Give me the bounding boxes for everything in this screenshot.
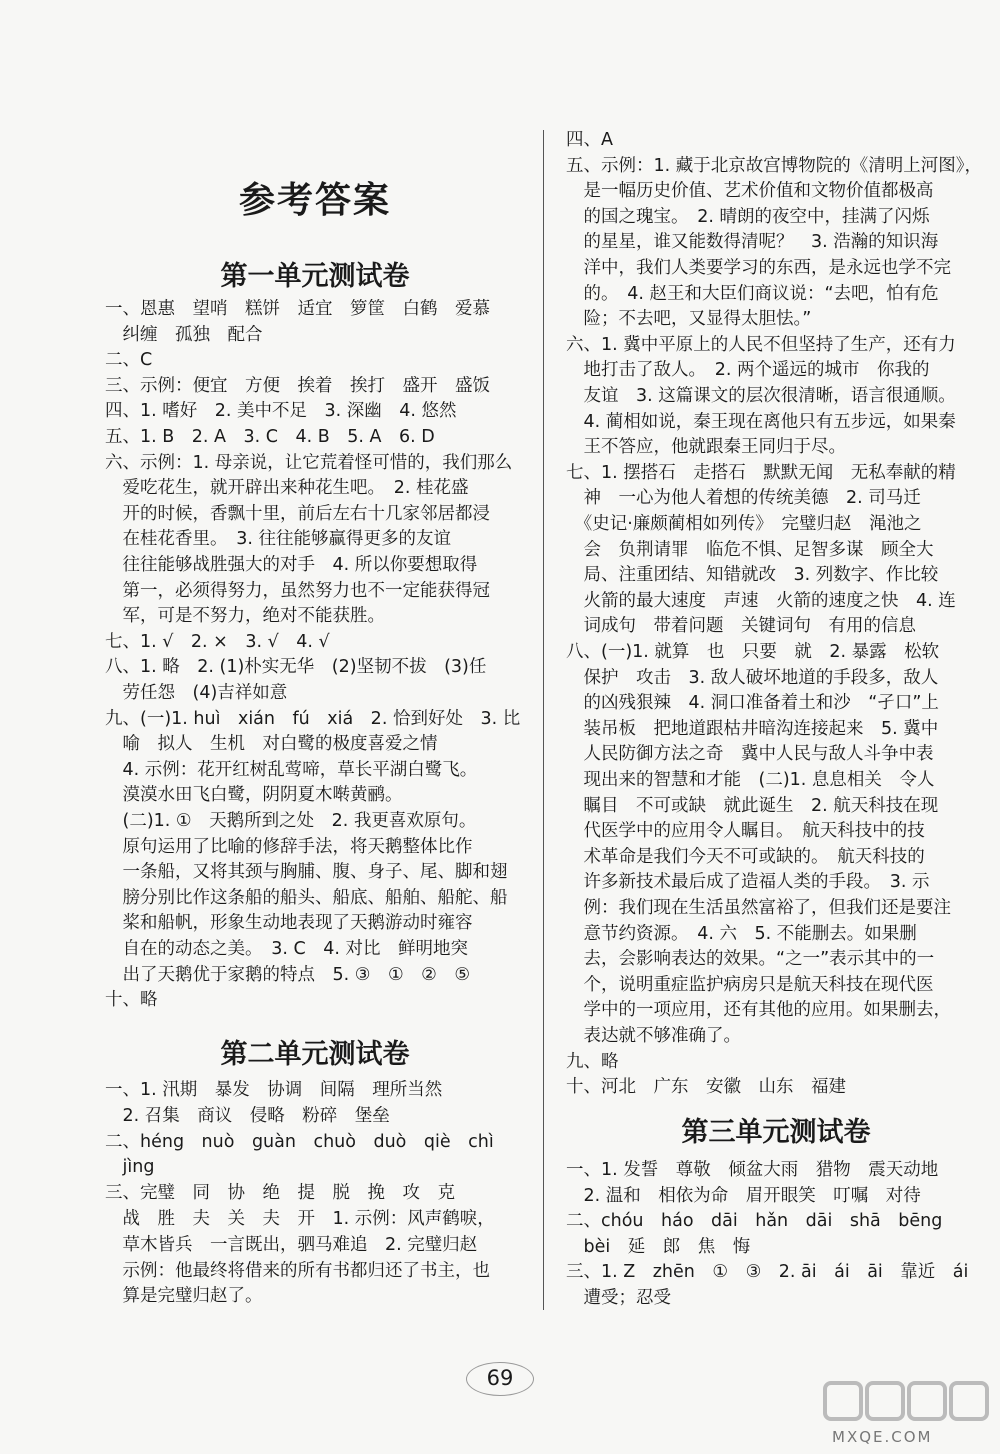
answer-line: 2. 温和 相依为命 眉开眼笑 叮嘱 对待 [566,1185,921,1206]
answer-line: 一、1. 发誓 尊敬 倾盆大雨 猎物 震天动地 [566,1160,939,1180]
answer-line: 算是完璧归赵了。 [105,1286,263,1307]
unit1-title: 第一单元测试卷 [220,261,410,292]
answer-line: 十、河北 广东 安徽 山东 福建 [566,1077,846,1098]
answer-line: 王不答应，他就跟秦王同归于尽。 [566,437,846,458]
answer-line: 五、示例：1. 藏于北京故宫博物院的《清明上河图》， [566,155,983,176]
answer-line: 原句运用了比喻的修辞手法，将天鹅整体比作 [105,836,473,857]
answer-line: 三、1. Z zhēn ① ③ 2. āi ái āi 靠近 ái [566,1262,969,1283]
answer-line: 学中的一项应用，还有其他的应用。如果删去， [566,1000,951,1021]
answer-line: 第一，必须得努力，虽然努力也不一定能获得冠 [105,580,490,601]
answer-line: 许多新技术最后成了造福人类的手段。 3. 示 [566,872,930,893]
answer-line: 九、略 [566,1051,619,1072]
answer-line: 瞩目 不可或缺 就此诞生 2. 航天科技在现 [566,795,939,816]
answer-line: 纠缠 孤独 配合 [105,324,263,345]
answer-line: 十、略 [105,990,158,1011]
answer-line: 一、1. 汛期 暴发 协调 间隔 理所当然 [105,1080,443,1100]
answer-line: 洋中，我们人类要学习的东西，是永远也学不完 [566,258,951,278]
answer-line: 现出来的智慧和才能 (二)1. 息息相关 令人 [566,770,935,790]
answer-line: 代医学中的应用令人瞩目。 航天科技中的技 [566,821,925,842]
answer-line: 出了天鹅优于家鹅的特点 5. ③ ① ② ⑤ [105,964,471,985]
answer-line: 三、完璧 同 协 绝 提 脱 挽 攻 克 [105,1183,455,1204]
unit2-title: 第二单元测试卷 [220,1039,410,1070]
answer-line: 六、1. 冀中平原上的人民不但坚持了生产，还有力 [566,334,956,355]
answer-line: 三、示例：便宜 方便 挨着 挨打 盛开 盛饭 [105,375,490,396]
answer-line: 火箭的最大速度 声速 火箭的速度之快 4. 连 [566,590,956,611]
answer-line: 爱吃花生，就开辟出来种花生吧。 2. 桂花盛 [105,478,469,499]
answer-line: 开的时候，香飘十里，前后左右十几家邻居都浸 [105,503,490,524]
answer-line: jìng [105,1157,155,1178]
answer-line: 表达就不够准确了。 [566,1026,741,1046]
answer-line: 局、注重团结、知错就改 3. 列数字、作比较 [566,565,939,586]
answer-line: 遭受；忍受 [566,1288,671,1308]
answer-line: 在桂花香里。 3. 往往能够赢得更多的友谊 [105,529,452,550]
answer-line: 膀分别比作这条船的船头、船底、船舶、船舵、船 [105,887,508,908]
answer-line: 词成句 带着问题 关键词句 有用的信息 [566,616,916,637]
answer-line: 一、恩惠 望哨 糕饼 适宜 箩筐 白鹤 爱慕 [105,299,490,319]
answer-line: 四、1. 嗜好 2. 美中不足 3. 深幽 4. 悠然 [105,401,457,422]
answer-line: 二、C [105,350,153,371]
answer-line: 4. 蔺相如说，秦王现在离他只有五步远，如果秦 [566,411,956,432]
answer-line: 五、1. B 2. A 3. C 4. B 5. A 6. D [105,427,435,447]
answer-line: 的国之瑰宝。 2. 晴朗的夜空中，挂满了闪烁 [566,206,930,227]
answer-line: 例：我们现在生活虽然富裕了，但我们还是要注 [566,898,951,918]
answer-line: 往往能够战胜强大的对手 4. 所以你要想取得 [105,555,478,575]
answer-line: 七、1. 摆搭石 走搭石 默默无闻 无私奉献的精 [566,462,956,483]
answer-line: 险；不去吧，又显得太胆怯。” [566,309,812,330]
answer-line: 桨和船帆，形象生动地表现了天鹅游动时雍容 [105,913,473,934]
page-title: 参考答案 [238,179,391,221]
unit3-title: 第三单元测试卷 [681,1117,871,1148]
answer-line: 六、示例：1. 母亲说，让它荒着怪可惜的，我们那么 [105,452,513,473]
answer-line: 装吊板 把地道跟枯井暗沟连接起来 5. 冀中 [566,718,939,739]
answer-line: 二、héng nuò guàn chuò duò qiè chì [105,1131,494,1152]
answer-line: 4. 示例：花开红树乱莺啼，草长平湖白鹭飞。 [105,759,478,780]
answer-line: 的星星，谁又能数得清呢？ 3. 浩瀚的知识海 [566,232,939,253]
answer-line: 保护 攻击 3. 敌人破坏地道的手段多，敌人 [566,667,939,688]
answer-line: 《史记·廉颇蔺相如列传》 完璧归赵 渑池之 [566,514,922,534]
answer-line: 的凶残狠辣 4. 洞口准备着土和沙 “孑口”上 [566,693,939,714]
answer-line: 意节约资源。 4. 六 5. 不能删去。如果删 [566,923,917,944]
answer-line: 自在的动态之美。 3. C 4. 对比 鲜明地突 [105,939,468,959]
answer-line: 军，可是不努力，绝对不能获胜。 [105,606,385,627]
answer-line: 术革命是我们今天不可或缺的。 航天科技的 [566,846,925,867]
answer-line: 去，会影响表达的效果。“之一”表示其中的一 [566,949,935,970]
answer-line: 劳任怨 (4)吉祥如意 [105,683,288,703]
answer-line: 草木皆兵 一言既出，驷马难追 2. 完璧归赵 [105,1234,478,1255]
answer-line: 会 负荆请罪 临危不惧、足智多谋 顾全大 [566,539,934,560]
answer-line: 二、chóu háo dāi hǎn dāi shā bēng [566,1211,943,1232]
answer-line: 人民防御方法之奇 冀中人民与敌人斗争中表 [566,744,934,765]
answer-line: 一条船，又将其颈与胸脯、腹、身子、尾、脚和翅 [105,862,508,883]
answer-line: 八、1. 略 2. (1)朴实无华 (2)坚韧不拔 (3)任 [105,657,487,678]
answer-line: 神 一心为他人着想的传统美德 2. 司马迁 [566,488,921,509]
answer-line: 是一幅历史价值、艺术价值和文物价值都极高 [566,181,934,202]
answer-line: 个，说明重症监护病房只是航天科技在现代医 [566,974,934,995]
column-divider [543,130,544,1310]
answer-line: (二)1. ① 天鹅所到之处 2. 我更喜欢原句。 [105,811,477,831]
answer-line: 七、1. √ 2. × 3. √ 4. √ [105,631,330,652]
answer-line: 漠漠水田飞白鹭，阴阴夏木啭黄鹂。 [105,785,403,806]
watermark-text: MXQE.COM [832,1428,933,1446]
answer-line: 四、A [566,130,613,150]
page-number: 69 [486,1366,514,1390]
answer-line: 八、(一)1. 就算 也 只要 就 2. 暴露 松软 [566,642,940,662]
answer-line: 2. 召集 商议 侵略 粉碎 堡垒 [105,1105,390,1126]
answer-line: 战 胜 夫 关 夫 开 1. 示例：风声鹤唳， [105,1209,495,1229]
answer-line: 地打击了敌人。 2. 两个遥远的城市 你我的 [566,360,930,381]
answer-line: 友谊 3. 这篇课文的层次很清晰，语言很通顺。 [566,386,956,406]
answer-line: 的。 4. 赵王和大臣们商议说：“去吧，怕有危 [566,283,939,304]
answer-line: 示例：他最终将借来的所有书都归还了书主，也 [105,1260,490,1281]
answer-line: bèi 延 郎 焦 悔 [566,1236,751,1257]
answer-line: 九、(一)1. huì xián fú xiá 2. 恰到好处 3. 比 [105,708,521,729]
answer-line: 喻 拟人 生机 对白鹭的极度喜爱之情 [105,734,438,755]
